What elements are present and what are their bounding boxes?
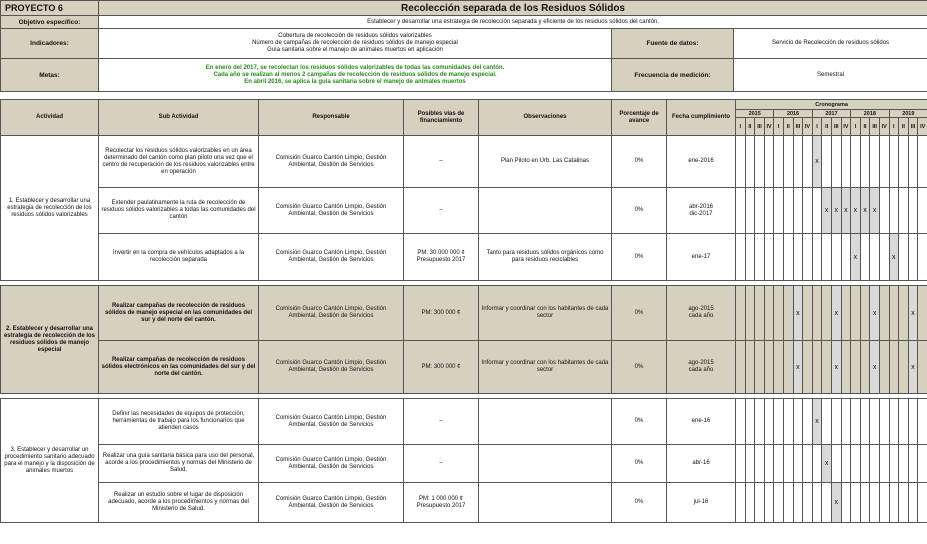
schedule-mark: x [831, 483, 841, 523]
schedule-cell [879, 341, 889, 394]
subactivity-text: Invertir en la compra de vehículos adaptados a la recolección separada [99, 234, 259, 281]
schedule-mark: x [851, 188, 861, 234]
schedule-quarter: III [793, 118, 803, 136]
responsible-text: Comisión Guarco Cantón Limpio, Gestión Ambiental, Gestión de Servicios [259, 341, 404, 394]
frequency-label: Frecuencia de medición: [612, 59, 734, 92]
subactivity-text: Definir las necesidades de equipos de protección, herramientas de trabajo para los funcionarios que atienden casos [99, 399, 259, 445]
schedule-cell [774, 445, 784, 483]
header-progress: Porcentaje de avance [612, 100, 667, 136]
financing-text: PM: 1 000 000 ¢ Presupuesto 2017 [404, 483, 479, 523]
schedule-cell [745, 483, 755, 523]
responsible-text: Comisión Guarco Cantón Limpio, Gestión Ambiental, Gestión de Servicios [259, 136, 404, 188]
header-completion-date: Fecha cumplimiento [667, 100, 736, 136]
schedule-cell [783, 445, 793, 483]
schedule-cell [831, 445, 841, 483]
schedule-cell [879, 445, 889, 483]
schedule-cell [812, 234, 822, 281]
schedule-cell [831, 234, 841, 281]
schedule-cell [860, 445, 870, 483]
responsible-text: Comisión Guarco Cantón Limpio, Gestión Ambiental, Gestión de Servicios [259, 188, 404, 234]
schedule-cell [755, 483, 765, 523]
observations-text: Informar y coordinar con los habitantes de cada sector [479, 286, 612, 341]
schedule-quarter: III [870, 118, 880, 136]
activity-schedule-table [0, 99, 927, 523]
schedule-year-3: 2018 [851, 110, 889, 118]
schedule-cell [860, 286, 870, 341]
schedule-year-1: 2016 [774, 110, 812, 118]
schedule-quarter: II [899, 118, 909, 136]
schedule-quarter: IV [764, 118, 774, 136]
schedule-cell [860, 399, 870, 445]
schedule-cell [899, 286, 909, 341]
schedule-cell [793, 234, 803, 281]
schedule-mark: x [870, 188, 880, 234]
progress-value: 0% [612, 341, 667, 394]
completion-date: ene-17 [667, 234, 736, 281]
observations-text [479, 483, 612, 523]
completion-date: abr-2016 dic-2017 [667, 188, 736, 234]
schedule-cell [918, 399, 927, 445]
completion-date: ago-2015 cada año [667, 286, 736, 341]
schedule-quarter: III [755, 118, 765, 136]
financing-text: – [404, 188, 479, 234]
subactivity-text: Realizar un estudio sobre el lugar de disposición adecuado, acorde a los procedimientos y normas del Ministerio de Salud. [99, 483, 259, 523]
schedule-cell [803, 445, 813, 483]
schedule-cell [783, 234, 793, 281]
schedule-cell [822, 483, 832, 523]
schedule-cell [889, 399, 899, 445]
schedule-cell [908, 483, 918, 523]
schedule-cell [774, 399, 784, 445]
schedule-quarter: I [889, 118, 899, 136]
progress-value: 0% [612, 136, 667, 188]
indicator-line: Guía sanitaria sobre el manejo de animales muertos en aplicación [267, 47, 443, 53]
schedule-cell [783, 136, 793, 188]
subactivity-text: Realizar campañas de recolección de residuos sólidos de manejo especial en las comunidades del sur y del norte del cantón. [99, 286, 259, 341]
schedule-cell [889, 483, 899, 523]
schedule-cell [764, 399, 774, 445]
schedule-cell [812, 188, 822, 234]
schedule-cell [879, 136, 889, 188]
progress-value: 0% [612, 188, 667, 234]
schedule-quarter: II [745, 118, 755, 136]
responsible-text: Comisión Guarco Cantón Limpio, Gestión Ambiental, Gestión de Servicios [259, 399, 404, 445]
schedule-cell [879, 399, 889, 445]
schedule-cell [918, 286, 927, 341]
schedule-cell [870, 399, 880, 445]
schedule-cell [736, 483, 746, 523]
schedule-quarter: IV [841, 118, 851, 136]
schedule-quarter: II [822, 118, 832, 136]
schedule-cell [755, 341, 765, 394]
subactivity-row [1, 188, 927, 234]
responsible-text: Comisión Guarco Cantón Limpio, Gestión Ambiental, Gestión de Servicios [259, 483, 404, 523]
schedule-cell [745, 234, 755, 281]
objective-text: Establecer y desarrollar una estrategia de recolección separada y eficiente de los residuos sólidos del cantón. [99, 16, 927, 29]
schedule-cell [803, 341, 813, 394]
schedule-cell [851, 136, 861, 188]
schedule-cell [783, 341, 793, 394]
schedule-cell [899, 234, 909, 281]
schedule-cell [783, 286, 793, 341]
schedule-quarter: I [851, 118, 861, 136]
schedule-quarter: IV [879, 118, 889, 136]
schedule-cell [764, 136, 774, 188]
schedule-cell [879, 234, 889, 281]
schedule-quarter: II [860, 118, 870, 136]
observations-text: Plan Piloto en Urb. Las Catalinas [479, 136, 612, 188]
schedule-cell [918, 136, 927, 188]
progress-value: 0% [612, 399, 667, 445]
header-subactivity: Sub Actividad [99, 100, 259, 136]
schedule-cell [755, 188, 765, 234]
schedule-cell [889, 445, 899, 483]
header-activity: Actividad [1, 100, 99, 136]
subactivity-text: Realizar una guía sanitaria básica para uso del personal, acorde a los procedimientos y normas del Ministerio de Salud. [99, 445, 259, 483]
schedule-cell [803, 399, 813, 445]
schedule-cell [755, 445, 765, 483]
schedule-cell [908, 399, 918, 445]
indicators-text [99, 29, 612, 59]
schedule-quarter: I [736, 118, 746, 136]
schedule-cell [736, 234, 746, 281]
schedule-cell [736, 188, 746, 234]
schedule-cell [755, 136, 765, 188]
schedule-cell [745, 286, 755, 341]
schedule-cell [860, 483, 870, 523]
schedule-year-2: 2017 [812, 110, 850, 118]
schedule-cell [841, 445, 851, 483]
schedule-cell [745, 399, 755, 445]
schedule-cell [899, 341, 909, 394]
schedule-cell [870, 234, 880, 281]
schedule-cell [793, 483, 803, 523]
activity-name: 2. Establecer y desarrollar una estrategia de recolección de los residuos sólidos de manejo especial [1, 286, 99, 394]
header-financing: Posibles vías de financiamiento [404, 100, 479, 136]
observations-text [479, 399, 612, 445]
schedule-mark: x [812, 399, 822, 445]
schedule-cell [841, 286, 851, 341]
subactivity-text: Extender paulatinamente la ruta de recolección de residuos sólidos valorizables a todas las comunidades del cantón [99, 188, 259, 234]
goal-line: En abril 2016, se aplica la guía sanitaria sobre el manejo de animales muertos [244, 78, 466, 85]
schedule-quarter: II [783, 118, 793, 136]
schedule-cell [803, 234, 813, 281]
schedule-cell [745, 136, 755, 188]
schedule-cell [774, 341, 784, 394]
header-responsible: Responsable [259, 100, 404, 136]
schedule-cell [812, 341, 822, 394]
schedule-cell [831, 136, 841, 188]
schedule-year-4: 2019 [889, 110, 927, 118]
schedule-mark: x [812, 136, 822, 188]
schedule-cell [918, 234, 927, 281]
schedule-mark: x [793, 286, 803, 341]
schedule-mark: x [870, 286, 880, 341]
schedule-cell [860, 136, 870, 188]
schedule-cell [841, 234, 851, 281]
schedule-cell [803, 286, 813, 341]
schedule-cell [774, 286, 784, 341]
schedule-cell [764, 234, 774, 281]
schedule-cell [831, 399, 841, 445]
observations-text [479, 445, 612, 483]
schedule-cell [736, 341, 746, 394]
subactivity-row [1, 399, 927, 445]
schedule-cell [783, 399, 793, 445]
schedule-cell [764, 286, 774, 341]
schedule-cell [908, 445, 918, 483]
activity-name: 1. Establecer y desarrollar una estrategia de recolección de los residuos sólidos valorizables [1, 136, 99, 281]
schedule-quarter: III [908, 118, 918, 136]
schedule-cell [918, 341, 927, 394]
financing-text: PM: 30 000 000 ¢ Presupuesto 2017 [404, 234, 479, 281]
schedule-cell [822, 399, 832, 445]
schedule-cell [870, 483, 880, 523]
progress-value: 0% [612, 286, 667, 341]
schedule-cell [803, 136, 813, 188]
schedule-cell [889, 341, 899, 394]
header-schedule: Cronograma [736, 100, 927, 110]
schedule-cell [745, 445, 755, 483]
observations-text: Tanto para residuos sólidos orgánicos como para residuos reciclables [479, 234, 612, 281]
goal-line: Cada año se realizan al menos 2 campañas de recolección de residuos sólidos de manejo especial. [213, 71, 497, 78]
project-summary-table [0, 0, 927, 92]
schedule-cell [774, 234, 784, 281]
schedule-cell [870, 136, 880, 188]
financing-text: – [404, 445, 479, 483]
schedule-mark: x [822, 188, 832, 234]
schedule-cell [879, 483, 889, 523]
data-source-text: Servicio de Recolección de residuos sólidos [734, 29, 927, 59]
schedule-cell [841, 483, 851, 523]
schedule-cell [851, 445, 861, 483]
subactivity-row [1, 234, 927, 281]
responsible-text: Comisión Guarco Cantón Limpio, Gestión Ambiental, Gestión de Servicios [259, 445, 404, 483]
subactivity-row [1, 483, 927, 523]
schedule-cell [908, 188, 918, 234]
schedule-cell [889, 136, 899, 188]
financing-text: PM: 300 000 ¢ [404, 341, 479, 394]
schedule-mark: x [889, 234, 899, 281]
schedule-cell [764, 341, 774, 394]
schedule-cell [851, 483, 861, 523]
completion-date: ago-2015 cada año [667, 341, 736, 394]
schedule-cell [879, 286, 889, 341]
schedule-cell [755, 399, 765, 445]
schedule-cell [841, 341, 851, 394]
indicator-line: Cobertura de recolección de residuos sólidos valorizables [278, 33, 432, 39]
activity-name: 3. Establecer y desarrollar un procedimiento sanitario adecuado para el manejo y la disposición de animales muertos [1, 399, 99, 523]
schedule-quarter: IV [803, 118, 813, 136]
progress-value: 0% [612, 445, 667, 483]
schedule-cell [899, 136, 909, 188]
schedule-cell [889, 188, 899, 234]
frequency-text: Semestral [734, 59, 927, 92]
goal-line: En enero del 2017, se recolectan los residuos sólidos valorizables de todas las comunidades del cantón. [205, 64, 505, 71]
completion-date: ene-2016 [667, 136, 736, 188]
subactivity-row [1, 136, 927, 188]
schedule-year-0: 2015 [736, 110, 774, 118]
schedule-cell [812, 286, 822, 341]
schedule-mark: x [860, 188, 870, 234]
completion-date: ene-16 [667, 399, 736, 445]
objective-label: Objetivo específico: [1, 16, 99, 29]
schedule-mark: x [793, 341, 803, 394]
observations-text: Informar y coordinar con los habitantes de cada sector [479, 341, 612, 394]
schedule-cell [860, 341, 870, 394]
schedule-cell [812, 445, 822, 483]
schedule-cell [774, 188, 784, 234]
schedule-mark: x [831, 188, 841, 234]
schedule-cell [745, 188, 755, 234]
schedule-cell [889, 286, 899, 341]
subactivity-row [1, 341, 927, 394]
schedule-cell [736, 399, 746, 445]
project-title: Recolección separada de los Residuos Sólidos [99, 1, 927, 16]
schedule-cell [918, 445, 927, 483]
schedule-cell [899, 399, 909, 445]
schedule-quarter: III [831, 118, 841, 136]
schedule-cell [783, 483, 793, 523]
schedule-cell [793, 136, 803, 188]
schedule-cell [755, 234, 765, 281]
schedule-cell [793, 445, 803, 483]
progress-value: 0% [612, 483, 667, 523]
indicator-line: Número de campañas de recolección de residuos sólidos de manejo especial [252, 40, 458, 46]
schedule-cell [822, 234, 832, 281]
schedule-cell [755, 286, 765, 341]
schedule-mark: x [831, 286, 841, 341]
data-source-label: Fuente de datos: [612, 29, 734, 59]
financing-text: – [404, 399, 479, 445]
schedule-cell [918, 483, 927, 523]
schedule-cell [803, 188, 813, 234]
subactivity-text: Recolectar los residuos sólidos valorizables en un área determinado del cantón como plan piloto una vez que el centro de recuperación de los residuos valorizables entre en operación [99, 136, 259, 188]
schedule-cell [774, 136, 784, 188]
responsible-text: Comisión Guarco Cantón Limpio, Gestión Ambiental, Gestión de Servicios [259, 234, 404, 281]
schedule-cell [899, 188, 909, 234]
schedule-cell [918, 188, 927, 234]
schedule-mark: x [841, 188, 851, 234]
schedule-mark: x [822, 445, 832, 483]
responsible-text: Comisión Guarco Cantón Limpio, Gestión Ambiental, Gestión de Servicios [259, 286, 404, 341]
financing-text: – [404, 136, 479, 188]
schedule-cell [783, 188, 793, 234]
financing-text: PM: 300 000 ¢ [404, 286, 479, 341]
schedule-cell [793, 188, 803, 234]
goals-text [99, 59, 612, 92]
progress-value: 0% [612, 234, 667, 281]
schedule-mark: x [870, 341, 880, 394]
schedule-cell [908, 136, 918, 188]
schedule-cell [899, 483, 909, 523]
schedule-cell [764, 483, 774, 523]
indicators-label: Indicadores: [1, 29, 99, 59]
subactivity-text: Realizar campañas de recolección de residuos sólidos electrónicos en las comunidades del sur y del norte del cantón. [99, 341, 259, 394]
completion-date: abr-16 [667, 445, 736, 483]
schedule-mark: x [851, 234, 861, 281]
schedule-cell [870, 445, 880, 483]
header-observations: Observaciones [479, 100, 612, 136]
schedule-quarter: I [812, 118, 822, 136]
project-label: PROYECTO 6 [1, 1, 99, 16]
observations-text [479, 188, 612, 234]
schedule-mark: x [908, 341, 918, 394]
schedule-cell [764, 445, 774, 483]
schedule-cell [841, 399, 851, 445]
schedule-quarter: I [774, 118, 784, 136]
subactivity-row [1, 286, 927, 341]
schedule-cell [860, 234, 870, 281]
schedule-cell [793, 399, 803, 445]
schedule-cell [879, 188, 889, 234]
schedule-cell [841, 136, 851, 188]
schedule-cell [736, 136, 746, 188]
schedule-quarter: IV [918, 118, 927, 136]
subactivity-row [1, 445, 927, 483]
schedule-cell [764, 188, 774, 234]
schedule-mark: x [831, 341, 841, 394]
schedule-cell [812, 483, 822, 523]
schedule-cell [736, 286, 746, 341]
schedule-mark: x [908, 286, 918, 341]
schedule-cell [803, 483, 813, 523]
schedule-cell [899, 445, 909, 483]
goals-label: Metas: [1, 59, 99, 92]
completion-date: jul-16 [667, 483, 736, 523]
schedule-cell [822, 136, 832, 188]
schedule-cell [736, 445, 746, 483]
schedule-cell [851, 341, 861, 394]
schedule-cell [851, 286, 861, 341]
schedule-cell [908, 234, 918, 281]
schedule-cell [822, 286, 832, 341]
schedule-cell [774, 483, 784, 523]
schedule-cell [851, 399, 861, 445]
schedule-cell [822, 341, 832, 394]
schedule-cell [745, 341, 755, 394]
